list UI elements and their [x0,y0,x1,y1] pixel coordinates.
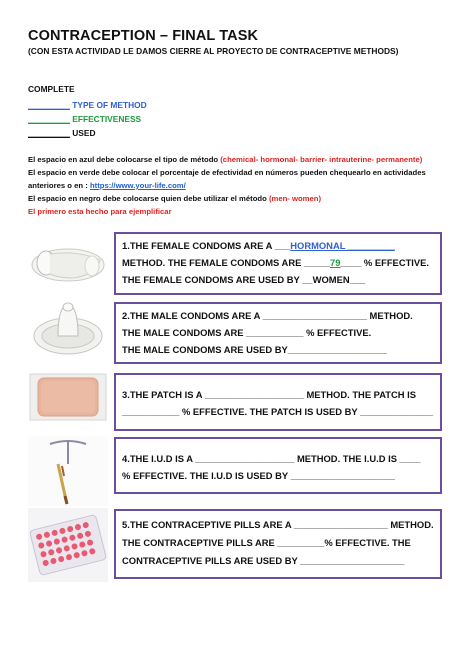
patch-icon [28,372,108,422]
instruction-text: anteriores o en : [28,181,90,190]
question-line: ___________ % EFFECTIVE. THE PATCH IS USED BY ______________ [122,406,434,417]
instruction-green: El espacio en verde debe colocar el porcentaje de efectividad en números pueden chequearlo en actividades [28,168,426,177]
instruction-reference [28,181,186,190]
question-box-1 [114,232,442,295]
question-line: THE CONTRACEPTIVE PILLS ARE _________% EFFECTIVE. THE [122,537,411,548]
legend-blank: _________ [28,128,70,138]
question-line: THE MALE CONDOMS ARE USED BY___________________ [122,344,387,355]
question-line: 4.THE I.U.D IS A ___________________ METHOD. THE I.U.D IS ____ [122,453,421,464]
question-box-5 [114,509,442,579]
female-condom-icon [28,242,108,288]
patch-image [28,372,108,422]
legend-label: EFFECTIVENESS [72,114,142,124]
question-box-3 [114,373,442,431]
question-line: 5.THE CONTRACEPTIVE PILLS ARE A __________________ METHOD. [122,519,434,530]
question-box-2 [114,302,442,364]
question-line: 1.THE FEMALE CONDOMS ARE A ___HORMONAL _________ [122,240,395,251]
instruction-text: El espacio en azul debe colocarse el tipo de método [28,155,221,164]
answer-effectiveness[interactable]: 79 [330,257,341,268]
pills-image [28,508,108,582]
question-line: THE FEMALE CONDOMS ARE USED BY __WOMEN___ [122,274,366,285]
instruction-text: El espacio en negro debe colocarse quien debe utilizar el método [28,194,269,203]
question-line: METHOD. THE FEMALE CONDOMS ARE _____79____ % EFFECTIVE. [122,257,430,268]
male-condom-image [28,298,108,358]
pills-icon [28,508,108,582]
page-title: CONTRACEPTION – FINAL TASK [28,28,259,44]
legend-blank: _________ [28,114,70,124]
complete-heading: COMPLETE [28,84,75,94]
instruction-black [28,194,321,203]
question-line: % EFFECTIVE. THE I.U.D IS USED BY ____________________ [122,470,395,481]
example-note: El primero esta hecho para ejemplificar [28,207,172,216]
legend-used [28,128,96,138]
male-condom-icon [28,298,108,358]
legend-effectiveness [28,114,141,124]
instruction-blue [28,155,422,164]
legend-blank: _________ [28,100,70,110]
user-options: (men- women) [268,194,322,203]
question-line: THE MALE CONDOMS ARE ___________ % EFFECTIVE. [122,327,372,338]
reference-link[interactable]: https://www.your-life.com/ [89,181,186,190]
female-condom-image [28,242,108,288]
question-line: CONTRACEPTIVE PILLS ARE USED BY ____________________ [122,555,405,566]
legend-label: USED [72,128,96,138]
question-line: 2.THE MALE CONDOMS ARE A ____________________ METHOD. [122,310,413,321]
question-box-4 [114,437,442,494]
iud-icon [28,436,108,506]
answer-type[interactable]: HORMONAL [290,240,346,251]
method-options: (chemical- hormonal- barrier- intrauterine- permanente) [220,155,423,164]
iud-image [28,436,108,506]
page-subtitle: (CON ESTA ACTIVIDAD LE DAMOS CIERRE AL PROYECTO DE CONTRACEPTIVE METHODS) [28,46,399,56]
legend-type-of-method [28,100,147,110]
question-line: 3.THE PATCH IS A ___________________ METHOD. THE PATCH IS [122,389,417,400]
legend-label: TYPE OF METHOD [72,100,147,110]
